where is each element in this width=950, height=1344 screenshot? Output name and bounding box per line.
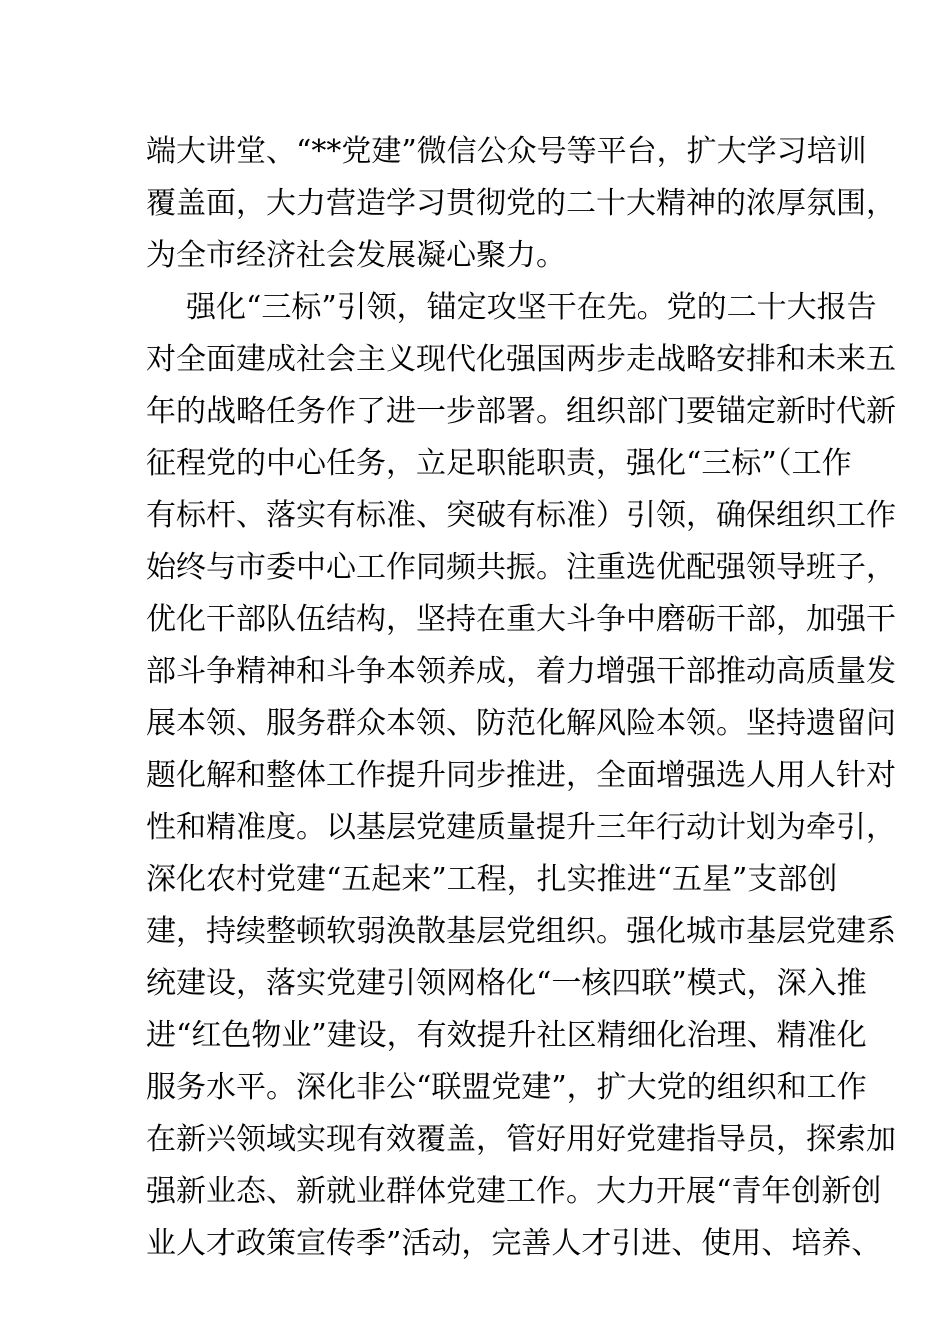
text-line: 展本领、服务群众本领、防范化解风险本领。坚持遗留问	[146, 706, 896, 741]
text-line: 建，持续整顿软弱涣散基层党组织。强化城市基层党建系	[146, 914, 896, 949]
text-line: 统建设，落实党建引领网格化“一核四联”模式，深入推	[146, 966, 867, 1001]
text-line: 覆盖面，大力营造学习贯彻党的二十大精神的浓厚氛围，	[146, 186, 896, 221]
text-line: 有标杆、落实有标准、突破有标准）引领，确保组织工作	[146, 498, 896, 533]
paragraph-first-line: 强化“三标”引领，锚定攻坚干在先。党的二十大报告	[186, 290, 877, 325]
text-line: 征程党的中心任务，立足职能职责，强化“三标”（工作	[146, 446, 852, 481]
text-line: 年的战略任务作了进一步部署。组织部门要锚定新时代新	[146, 394, 896, 429]
text-line: 性和精准度。以基层党建质量提升三年行动计划为牵引，	[146, 810, 896, 845]
text-line: 题化解和整体工作提升同步推进，全面增强选人用人针对	[146, 758, 896, 793]
text-line: 优化干部队伍结构，坚持在重大斗争中磨砺干部，加强干	[146, 602, 896, 637]
text-line: 始终与市委中心工作同频共振。注重选优配强领导班子，	[146, 550, 896, 585]
text-line: 为全市经济社会发展凝心聚力。	[146, 238, 566, 273]
text-line: 进“红色物业”建设，有效提升社区精细化治理、精准化	[146, 1018, 867, 1053]
text-line: 服务水平。深化非公“联盟党建”，扩大党的组织和工作	[146, 1070, 867, 1105]
text-line: 业人才政策宣传季”活动，完善人才引进、使用、培养、	[146, 1226, 882, 1261]
text-line: 部斗争精神和斗争本领养成，着力增强干部推动高质量发	[146, 654, 896, 689]
text-line: 在新兴领域实现有效覆盖，管好用好党建指导员，探索加	[146, 1122, 896, 1157]
text-line: 对全面建成社会主义现代化强国两步走战略安排和未来五	[146, 342, 896, 377]
text-line: 深化农村党建“五起来”工程，扎实推进“五星”支部创	[146, 862, 838, 897]
text-line: 强新业态、新就业群体党建工作。大力开展“青年创新创	[146, 1174, 882, 1209]
text-line: 端大讲堂、“**党建”微信公众号等平台，扩大学习培训	[146, 134, 867, 169]
